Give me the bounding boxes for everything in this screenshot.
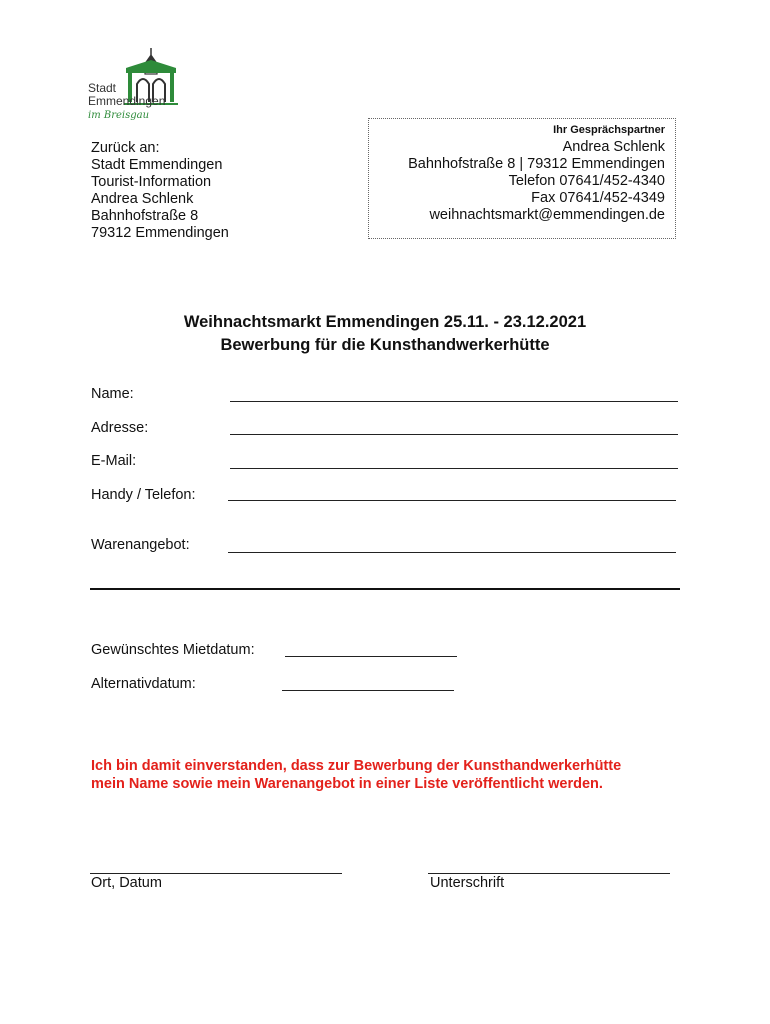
phone-label: Handy / Telefon: — [91, 487, 196, 503]
email-input-line[interactable] — [230, 468, 678, 469]
address-input-line[interactable] — [230, 434, 678, 435]
goods-label: Warenangebot: — [91, 537, 190, 553]
email-label: E-Mail: — [91, 453, 137, 469]
logo-line-breisgau: im Breisgau — [88, 110, 150, 121]
document-title: Weihnachtsmarkt Emmendingen 25.11. - 23.12.2021 — [183, 313, 587, 331]
address-label: Adresse: — [91, 420, 149, 436]
return-address-line: Bahnhofstraße 8 — [91, 208, 199, 224]
rent-date-input-line[interactable] — [285, 656, 457, 657]
contact-box — [368, 118, 676, 239]
contact-name: Andrea Schlenk — [562, 139, 665, 155]
return-address-line: Andrea Schlenk — [91, 191, 194, 207]
return-address-line: Tourist-Information — [91, 174, 212, 190]
contact-email-link[interactable]: weihnachtsmarkt@emmendingen.de — [429, 207, 665, 223]
signature-input-line[interactable] — [428, 873, 670, 874]
city-logo — [88, 46, 184, 122]
return-address — [91, 140, 229, 242]
logo-line-emmendingen: Emmendingen — [88, 94, 166, 108]
return-address-line: Stadt Emmendingen — [91, 157, 223, 173]
document-subtitle: Bewerbung für die Kunsthandwerkerhütte — [220, 336, 550, 354]
name-label: Name: — [91, 386, 134, 402]
goods-input-line[interactable] — [228, 552, 676, 553]
rent-date-label: Gewünschtes Mietdatum: — [91, 642, 255, 658]
contact-phone: Telefon 07641/452-4340 — [508, 173, 665, 189]
section-divider — [90, 588, 680, 590]
contact-address: Bahnhofstraße 8 | 79312 Emmendingen — [408, 156, 665, 172]
alt-date-label: Alternativdatum: — [91, 676, 196, 692]
place-date-label: Ort, Datum — [91, 875, 162, 891]
consent-statement — [91, 757, 621, 793]
alt-date-input-line[interactable] — [282, 690, 454, 691]
signature-label: Unterschrift — [430, 875, 505, 891]
phone-input-line[interactable] — [228, 500, 676, 501]
consent-line: mein Name sowie mein Warenangebot in einer Liste veröffentlicht werden. — [91, 776, 603, 792]
return-address-line: 79312 Emmendingen — [91, 225, 229, 241]
logo-line-stadt: Stadt — [88, 81, 117, 95]
consent-line: Ich bin damit einverstanden, dass zur Bewerbung der Kunsthandwerkerhütte — [91, 758, 622, 774]
contact-fax: Fax 07641/452-4349 — [531, 190, 665, 206]
contact-heading: Ihr Gesprächspartner — [553, 124, 665, 136]
name-input-line[interactable] — [230, 401, 678, 402]
place-date-input-line[interactable] — [90, 873, 342, 874]
return-address-heading: Zurück an: — [91, 140, 160, 156]
